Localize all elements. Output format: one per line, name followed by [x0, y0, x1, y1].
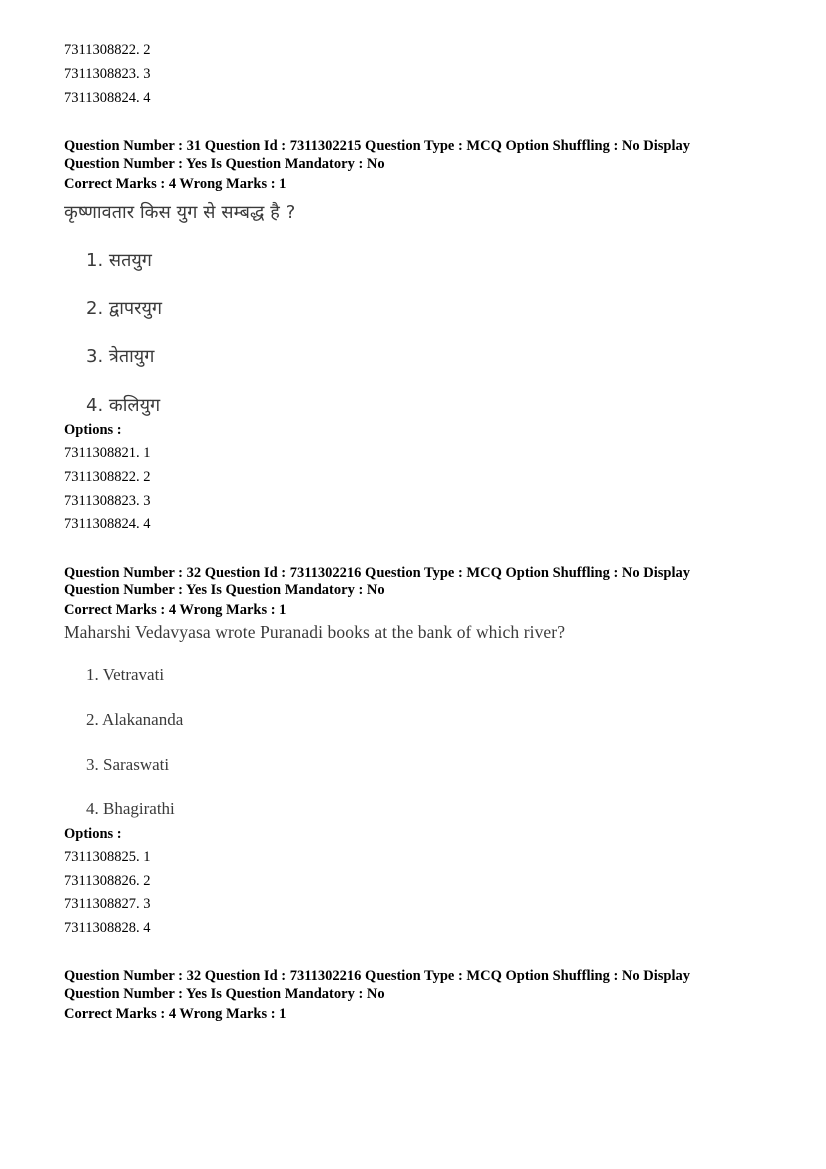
question-header: Question Number : 32 Question Id : 7311302216 Question Type : MCQ Option Shuffling : No Display — [64, 968, 690, 984]
options-label: Options : — [64, 826, 122, 842]
marks-line: Correct Marks : 4 Wrong Marks : 1 — [64, 1006, 287, 1022]
answer-choice: 4. कलियुग — [86, 395, 161, 416]
question-text: कृष्णावतार किस युग से सम्बद्ध है ? — [64, 202, 296, 223]
answer-choice: 1. Vetravati — [86, 665, 165, 684]
option-line: 7311308821. 1 — [64, 445, 151, 461]
answer-choice: 3. त्रेतायुग — [86, 346, 155, 367]
question-header: Question Number : Yes Is Question Mandatory : No — [64, 156, 385, 172]
option-line: 7311308822. 2 — [64, 42, 151, 58]
answer-choice: 4. Bhagirathi — [86, 799, 175, 818]
option-line: 7311308822. 2 — [64, 469, 151, 485]
question-header: Question Number : Yes Is Question Mandatory : No — [64, 582, 385, 598]
option-line: 7311308826. 2 — [64, 873, 151, 889]
answer-choice: 1. सतयुग — [86, 250, 152, 271]
answer-choice: 3. Saraswati — [86, 755, 170, 774]
option-line: 7311308824. 4 — [64, 90, 151, 106]
option-line: 7311308824. 4 — [64, 516, 151, 532]
marks-line: Correct Marks : 4 Wrong Marks : 1 — [64, 176, 287, 192]
option-line: 7311308828. 4 — [64, 920, 151, 936]
question-header: Question Number : 32 Question Id : 7311302216 Question Type : MCQ Option Shuffling : No Display — [64, 565, 690, 581]
marks-line: Correct Marks : 4 Wrong Marks : 1 — [64, 602, 287, 618]
option-line: 7311308827. 3 — [64, 896, 151, 912]
option-line: 7311308825. 1 — [64, 849, 151, 865]
answer-choice: 2. द्वापरयुग — [86, 298, 163, 319]
question-text: Maharshi Vedavyasa wrote Puranadi books at the bank of which river? — [64, 622, 566, 642]
options-label: Options : — [64, 422, 122, 438]
answer-choice: 2. Alakananda — [86, 710, 184, 729]
question-header: Question Number : Yes Is Question Mandatory : No — [64, 986, 385, 1002]
question-header: Question Number : 31 Question Id : 7311302215 Question Type : MCQ Option Shuffling : No Display — [64, 138, 690, 154]
option-line: 7311308823. 3 — [64, 66, 151, 82]
option-line: 7311308823. 3 — [64, 493, 151, 509]
